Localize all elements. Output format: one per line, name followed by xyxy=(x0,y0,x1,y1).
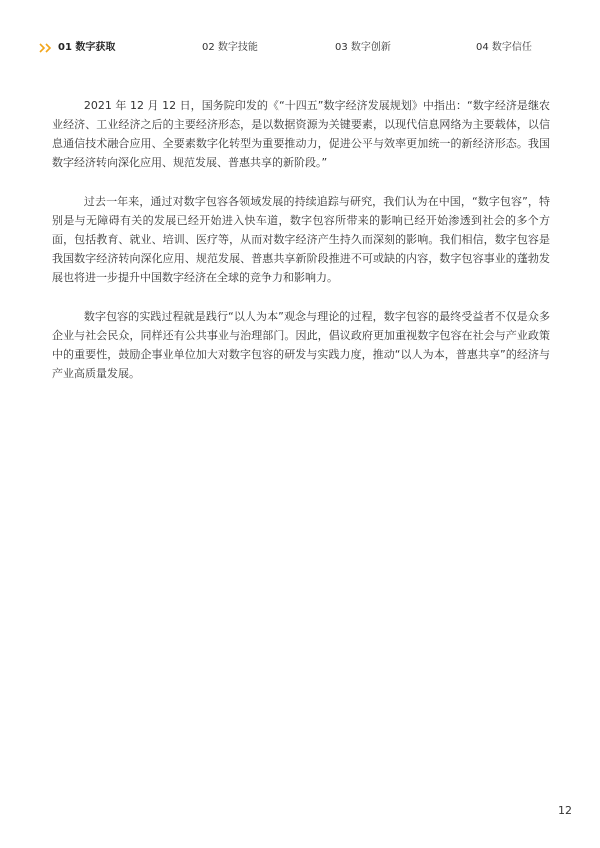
page-number: 12 xyxy=(558,804,572,817)
double-chevron-right-icon xyxy=(38,42,54,54)
section-navigation xyxy=(38,40,568,56)
paragraph-research-findings: 过去一年来，通过对数字包容各领域发展的持续追踪与研究，我们认为在中国，“数字包容”，特别是与无障碍有关的发展已经开始进入快车道，数字包容所带来的影响已经开始渗透到社会的多个方面，包括教育、就业、培训、医疗等，从而对数字经济产生持久而深刻的影响。我们相信，数字包容是我国数字经济转向深化应用、规范发展、普惠共享新阶段推进不可或缺的内容，数字包容事业的蓬勃发展也将进一步提升中国数字经济在全球的竞争力和影响力。 xyxy=(52,195,550,284)
nav-item-digital-innovation[interactable] xyxy=(335,40,391,56)
nav-item-label: 04 数字信任 xyxy=(476,42,532,53)
nav-item-label: 02 数字技能 xyxy=(202,42,258,53)
paragraph-policy-quote: 2021 年 12 月 12 日，国务院印发的《“十四五”数字经济发展规划》中指出：“数字经济是继农业经济、工业经济之后的主要经济形态，是以数据资源为关键要素，以现代信息网络为主要载体，以信息通信技术融合应用、全要素数字化转型为重要推动力，促进公平与效率更加统一的新经济形态。我国数字经济转向深化应用、规范发展、普惠共享的新阶段。” xyxy=(52,99,550,169)
nav-item-label: 01 数字获取 xyxy=(58,42,116,53)
body-content xyxy=(52,96,550,403)
nav-item-digital-trust[interactable] xyxy=(476,40,532,56)
nav-item-label: 03 数字创新 xyxy=(335,42,391,53)
paragraph-initiative: 数字包容的实践过程就是践行“以人为本”观念与理论的过程，数字包容的最终受益者不仅是众多企业与社会民众，同样还有公共事业与治理部门。因此，倡议政府更加重视数字包容在社会与产业政策中的重要性，鼓励企事业单位加大对数字包容的研发与实践力度，推动“以人为本，普惠共享”的经济与产业高质量发展。 xyxy=(52,310,550,380)
nav-item-digital-acquisition[interactable] xyxy=(38,40,115,56)
nav-item-digital-skills[interactable] xyxy=(202,40,258,56)
